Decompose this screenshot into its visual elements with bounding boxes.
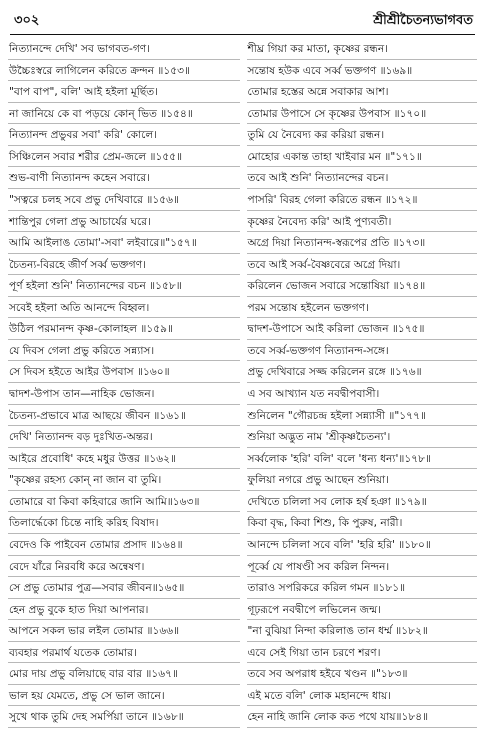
left-column [8,38,243,728]
header-rule [10,34,475,35]
verse-line: দ্বাদশ-উপাসে আই করিলা ভোজন ॥১৭৫॥ [247,318,478,340]
verse-line: সুখে থাক তুমি দেহ সমর্পিয়া তানে ॥১৬৮॥ [8,706,240,728]
right-column [243,38,478,728]
verse-line: আপনে সকল ভার লইল তোমার ॥১৬৬॥ [8,620,240,642]
verse-line: উচ্চৈঃস্বরে লাগিলেন করিতে ক্রন্দন ॥১৫৩॥ [8,60,240,82]
verse-line: বেদে যাঁরে নিরবধি করে অন্বেষণ। [8,556,240,578]
verse-line: শুনিয়া অদ্ভুত নাম 'শ্রীকৃষ্ণচৈতন্য'। [247,426,478,448]
verse-line: তারাও সপরিকরে করিল গমন ॥১৮১॥ [247,577,478,599]
verse-line: আইরে প্রবোধি' কহে মধুর উত্তর ॥১৬২॥ [8,448,240,470]
verse-line: ভাল হয় যেমতে, প্রভু সে ভাল জানে। [8,685,240,707]
verse-line: সে দিবস হইতে আইর উপবাস ॥১৬০॥ [8,361,240,383]
verse-line: চৈতন্য-বিরহে জীর্ণ সর্ব্ব ভক্তগণ। [8,254,240,276]
verse-line: "বাপ বাপ", বলি' আই হইলা মূর্ছিত। [8,81,240,103]
verse-line: আনন্দে চলিলা সবে বলি' 'হরি হরি' ॥১৮০॥ [247,534,478,556]
verse-line: হেন প্রভু বুকে হাত দিয়া আপনার। [8,599,240,621]
verse-line: এ সব আখ্যান যত নবদ্বীপবাসী। [247,383,478,405]
verse-line: সিঞ্চিলেন সবার শরীর প্রেম-জলে ॥১৫৫॥ [8,146,240,168]
verse-line: ফুলিয়া নগরে প্রভু আছেন শুনিয়া। [247,469,478,491]
verse-line: "কৃষ্ণের রহস্য কোন্ না জান বা তুমি। [8,469,240,491]
verse-line: যে দিবস গেলা প্রভু করিতে সন্ন্যাস। [8,340,240,362]
verse-line: শুনিলেন "গৌরচন্দ্র হইলা সন্ন্যাসী ॥"১৭৭॥ [247,405,478,427]
verse-line: দেখিতে চলিলা সব লোক হর্ষ হঞা ॥১৭৯॥ [247,491,478,513]
verse-line: পাসরি' বিরহ গেলা করিতে রন্ধন ॥১৭২॥ [247,189,478,211]
verse-line: ব্যবহার পরমার্থ যতেক তোমার। [8,642,240,664]
verse-line: তোমারে বা কিবা কহিবারে জানি আমি॥১৬৩॥ [8,491,240,513]
verse-line: পরম সন্তোষ হইলেন ভক্তগণ। [247,297,478,319]
verse-line: হেন নাহি জানি লোক কত পথে যায়॥১৮৪॥ [247,706,478,728]
verse-line: তিলার্দ্ধেকো চিন্তে নাহি করিহ বিষাদ। [8,512,240,534]
verse-line: প্রভু দেখিবারে সজ্জ করিলেন রঙ্গে ॥১৭৬॥ [247,361,478,383]
verse-line: মোর দায় প্রভু বলিয়াছে বার বার ॥১৬৭॥ [8,663,240,685]
verse-line: তোমার হস্তের অন্নে সবাকার আশ। [247,81,478,103]
verse-line: পূর্ব্বে যে পাষণ্ডী সব করিল নিন্দন। [247,556,478,578]
verse-line: তবে আই সর্ব্ব-বৈষ্ণবেরে অগ্রে দিয়া। [247,254,478,276]
verse-line: গূঢ়রূপে নবদ্বীপে লভিলেন জন্ম। [247,599,478,621]
verse-line: তোমার উপাসে সে কৃষ্ণের উপবাস ॥১৭০॥ [247,103,478,125]
text-columns [8,38,477,728]
verse-line: নিত্যানন্দ প্রভুবর সবা' করি' কোলে। [8,124,240,146]
verse-line: কৃষ্ণের নৈবেদ্য করি' আই পুণ্যবতী। [247,211,478,233]
verse-line: এই মতে বলি' লোক মহানন্দে ধায়। [247,685,478,707]
verse-line: মোহোর একান্ত তাহা খাইবার মন ॥"১৭১॥ [247,146,478,168]
verse-line: তবে আই শুনি' নিত্যানন্দের বচন। [247,167,478,189]
verse-line: পূর্ণ হইলা শুনি' নিত্যানন্দের বচন ॥১৫৮॥ [8,275,240,297]
verse-line: তুমি যে নৈবেদ্য কর করিয়া রন্ধন। [247,124,478,146]
verse-line: সন্তোষ হউক এবে সর্ব্ব ভক্তগণ ॥১৬৯॥ [247,60,478,82]
verse-line: অগ্রে দিয়া নিত্যানন্দ-স্বরূপের প্রতি ॥১৭৩॥ [247,232,478,254]
verse-line: "সত্বরে চলহ সবে প্রভু দেখিবারে ॥১৫৬॥ [8,189,240,211]
verse-line: শান্তিপুর গেলা প্রভু আচার্যের ঘরে। [8,211,240,233]
verse-line: তবে সর্ব্ব-ভক্তগণ নিত্যানন্দ-সঙ্গে। [247,340,478,362]
page-number: ৩০২ [14,12,40,28]
verse-line: "না বুঝিয়া নিন্দা করিলাঙ তান ধর্ম্ম ॥১৮২॥ [247,620,478,642]
verse-line: শীঘ্র গিয়া কর মাতা, কৃষ্ণের রন্ধন। [247,38,478,60]
book-title: শ্রীশ্রীচৈতন্যভাগবত [373,12,473,28]
verse-line: তবে সব অপরাধ হইবে খণ্ডন ॥"১৮৩॥ [247,663,478,685]
verse-line: আমি আইলাঙ তোমা'-সবা' লইবারে॥"১৫৭॥ [8,232,240,254]
verse-line: শুভ-বাণী নিত্যানন্দ কহেন সবারে। [8,167,240,189]
verse-line: এবে সেই গিয়া তান চরণে শরণ। [247,642,478,664]
verse-line: উঠিল পরমানন্দ কৃষ্ণ-কোলাহল ॥১৫৯॥ [8,318,240,340]
verse-line: দ্বাদশ-উপাস তান—নাহিক ভোজন। [8,383,240,405]
verse-line: কিবা বৃদ্ধ, কিবা শিশু, কি পুরুষ, নারী। [247,512,478,534]
verse-line: বেদেও কি পাইবেন তোমার প্রসাদ ॥১৬৪॥ [8,534,240,556]
verse-line: নিত্যানন্দে দেখি' সব ভাগবত-গণ। [8,38,240,60]
verse-line: চৈতন্য-প্রভাবে মাত্র আছয়ে জীবন ॥১৬১॥ [8,405,240,427]
verse-line: দেখি' নিত্যানন্দ বড় দুঃখিত-অন্তর। [8,426,240,448]
verse-line: না জানিয়ে কে বা পড়য়ে কোন্ ভিত ॥১৫৪॥ [8,103,240,125]
verse-line: সবেই হইলা অতি আনন্দে বিহ্বল। [8,297,240,319]
verse-line: সর্ব্বলোক 'হরি' বলি' বলে 'ধন্য ধন্য'॥১৭৮॥ [247,448,478,470]
page-header [14,10,473,32]
verse-line: সে প্রভু তোমার পুত্র—সবার জীবন॥১৬৫॥ [8,577,240,599]
verse-line: করিলেন ভোজন সবারে সন্তোষিয়া ॥১৭৪॥ [247,275,478,297]
